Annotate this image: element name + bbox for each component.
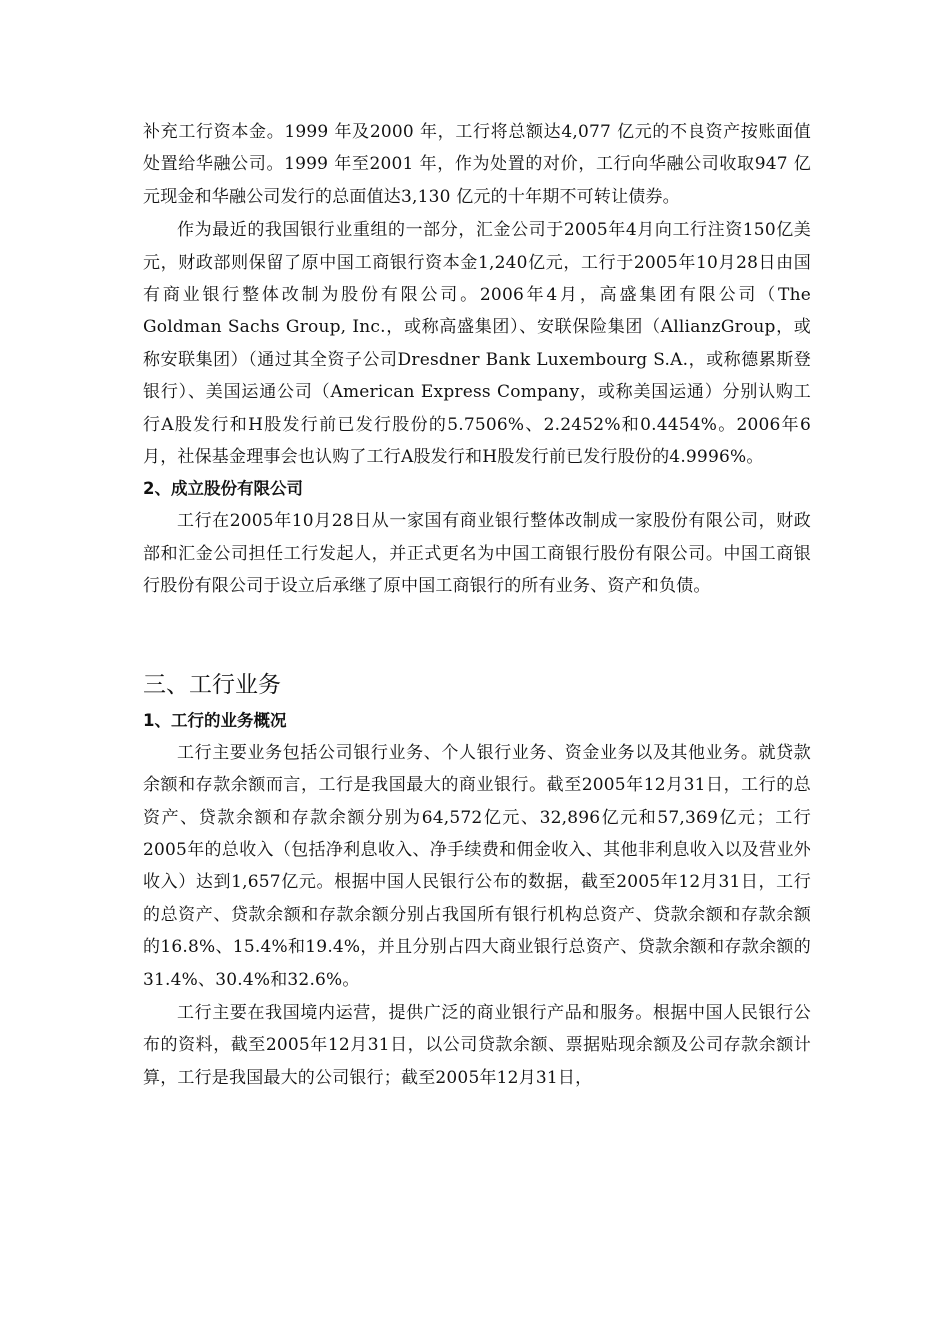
subsection-title-joint-stock: 2、成立股份有限公司 [143,479,303,499]
subsection-title-business-overview: 1、工行的业务概况 [143,710,287,730]
paragraph-restructuring: 作为最近的我国银行业重组的一部分，汇金公司于2005年4月向工行注资150亿美元，财政部则保留了原中国工商银行资本金1,240亿元，工行于2005年10月28日由国有商业银行整体改制为股份有限公司。2006年4月，高盛集团有限公司（The Goldman Sachs Group, Inc.，或称高盛集团）、安联保险集团（AllianzGroup，或称安联集团）（通过其全资子公司Dresdner Bank Luxembourg S.A.，或称德累斯登银行）、美国运通公司（American Express Company，或称美国运通）分别认购工行A股发行和H股发行前已发行股份的5.7506%、2.2452%和0.4454%。2006年6月，社保基金理事会也认购了工行A股发行和H股发行前已发行股份的4.9996%。 [143,220,811,468]
paragraph-domestic-operations: 工行主要在我国境内运营，提供广泛的商业银行产品和服务。根据中国人民银行公布的资料，截至2005年12月31日，以公司贷款余额、票据贴现余额及公司存款余额计算，工行是我国最大的公司银行；截至2005年12月31日， [143,1002,811,1088]
document-body [143,116,811,1094]
paragraph-capital-supplement: 补充工行资本金。1999 年及2000 年，工行将总额达4,077 亿元的不良资产按账面值处置给华融公司。1999 年至2001 年，作为处置的对价，工行向华融公司收取947 亿元现金和华融公司发行的总面值达3,130 亿元的十年期不可转让债券。 [143,122,811,207]
paragraph-joint-stock: 工行在2005年10月28日从一家国有商业银行整体改制成一家股份有限公司，财政部和汇金公司担任工行发起人，并正式更名为中国工商银行股份有限公司。中国工商银行股份有限公司于设立后承继了原中国工商银行的所有业务、资产和负债。 [143,511,811,597]
section-title-business: 三、工行业务 [143,671,281,698]
paragraph-business-overview: 工行主要业务包括公司银行业务、个人银行业务、资金业务以及其他业务。就贷款余额和存款余额而言，工行是我国最大的商业银行。截至2005年12月31日，工行的总资产、贷款余额和存款余额分别为64,572亿元、32,896亿元和57,369亿元；工行2005年的总收入（包括净利息收入、净手续费和佣金收入、其他非利息收入以及营业外收入）达到1,657亿元。根据中国人民银行公布的数据，截至2005年12月31日，工行的总资产、贷款余额和存款余额分别占我国所有银行机构总资产、贷款余额和存款余额的16.8%、15.4%和19.4%，并且分别占四大商业银行总资产、贷款余额和存款余额的31.4%、30.4%和32.6%。 [143,742,811,990]
